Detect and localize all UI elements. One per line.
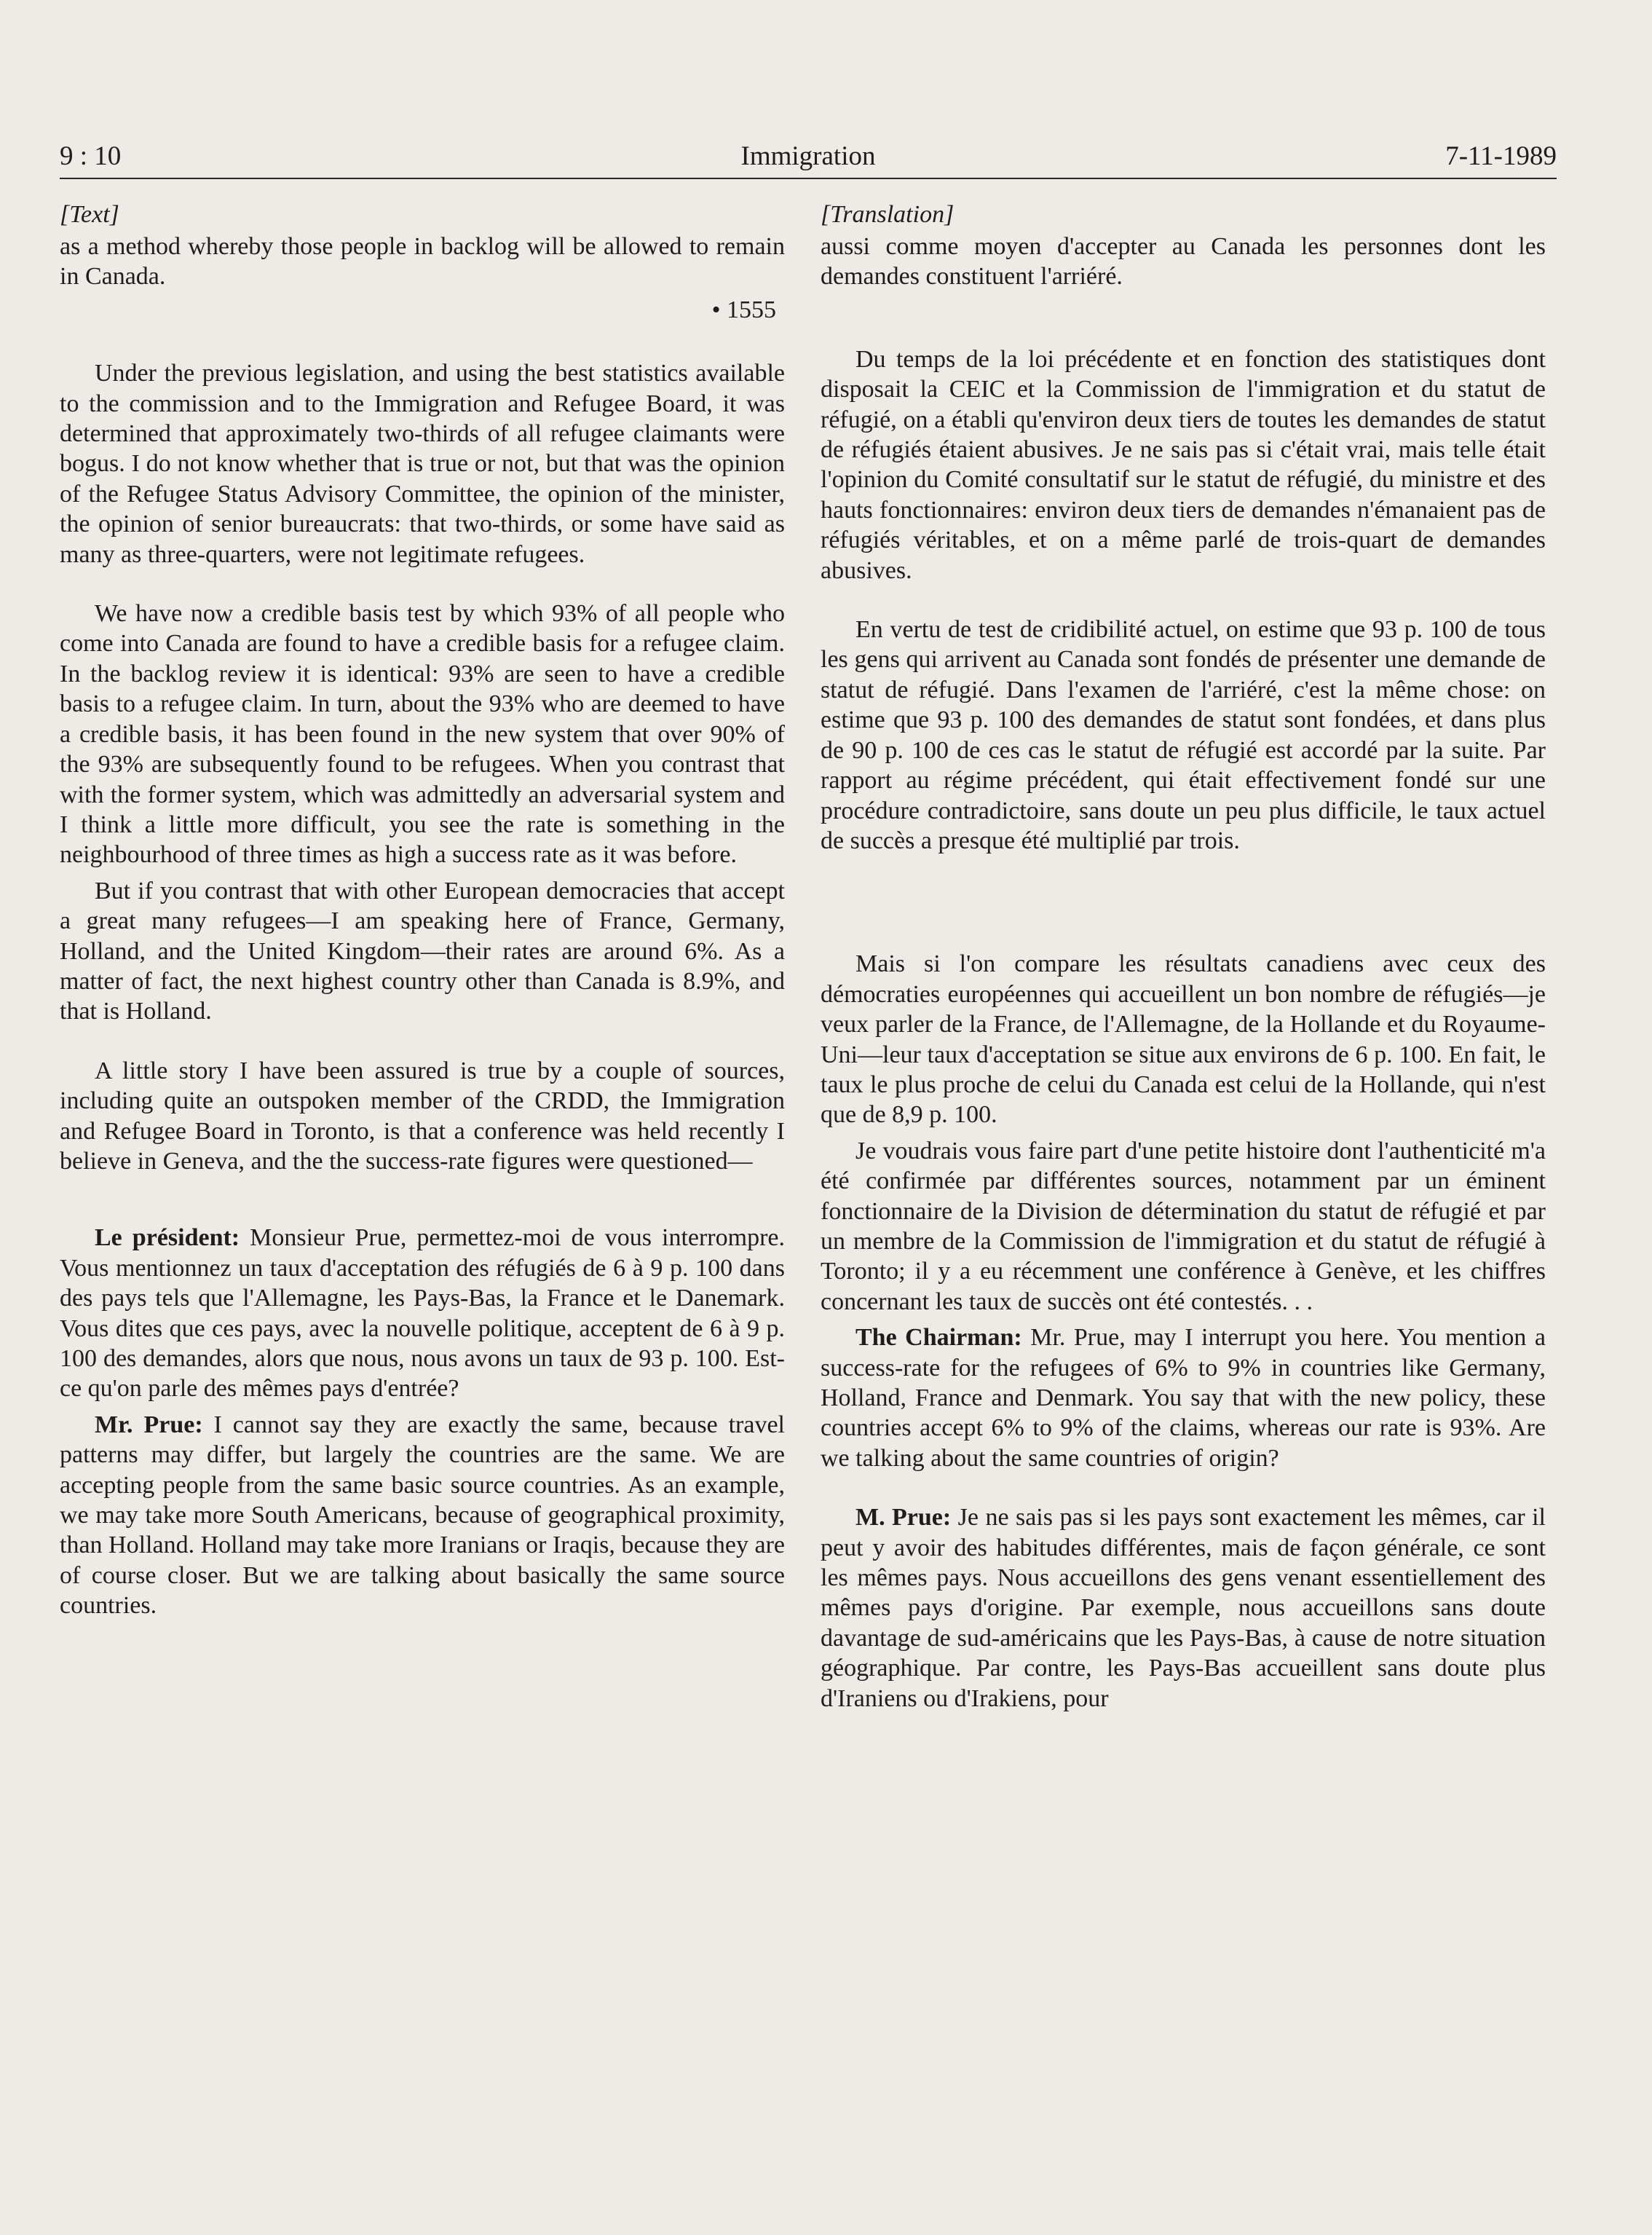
paragraph: as a method whereby those people in backlog will be allowed to remain in Canada.	[60, 233, 785, 291]
right-column	[821, 198, 1546, 1714]
paragraph: Mais si l'on compare les résultats canadiens avec ceux des démocraties européennes qui accueillent un bon nombre de réfugiés—je veux parler de la France, de l'Allemagne, de la Hollande et du Royaume-Uni—leur taux d'acceptation se situe aux environs de 6 p. 100. En fait, le taux le plus proche de celui du Canada est celui de la Hollande, qui n'est que de 8,9 p. 100.	[821, 950, 1546, 1129]
paragraph: Je voudrais vous faire part d'une petite histoire dont l'authenticité m'a été confirmée par différentes sources, notamment par un éminent fonctionnaire de la Division de détermination du statut de réfugié et par un membre de la Commission de l'immigration et du statut de réfugié à Toronto; il y a eu récemment une conférence à Genève, et les chiffres concernant les taux de succès ont été contestés. . .	[821, 1137, 1546, 1315]
paragraph: We have now a credible basis test by which 93% of all people who come into Canada are found to have a credible basis for a refugee claim. In the backlog review it is identical: 93% are seen to have a credible basis to a refugee claim. In turn, about the 93% who are deemed to have a credible basis, it has been found in the new system that over 90% of the 93% are subsequently found to be refugees. When you contrast that with the former system, which was admittedly an adversarial system and I think a little more difficult, you see the rate is something in the neighbourhood of three times as high a success rate as it was before.	[60, 600, 785, 869]
page-number: 9 : 10	[60, 141, 122, 171]
paragraph: aussi comme moyen d'accepter au Canada les personnes dont les demandes constituent l'arriéré.	[821, 233, 1546, 291]
page-header	[60, 138, 1557, 175]
speaker-name: M. Prue:	[855, 1504, 952, 1532]
paragraph: Du temps de la loi précédente et en fonction des statistiques dont disposait la CEIC et la Commission de l'immigration et du statut de réfugié, on a établi qu'environ deux tiers de toutes les demandes de statut de réfugiés étaient abusives. Je ne sais pas si c'était vrai, mais telle était l'opinion du Comité consultatif sur le statut de réfugié, du ministre et des hauts fonctionnaires: environ deux tiers de demandes n'émanaient pas de réfugiés véritables, et on a même parlé de trois-quart de demandes abusives.	[821, 345, 1546, 584]
translation-label: [Translation]	[821, 201, 955, 228]
speech-text: Mr. Prue, may I interrupt you here. You mention a success-rate for the refugees of 6% to 9% in countries like Germany, Holland, France and Denmark. You say that with the new policy, these countries accept 6% to 9% of the claims, whereas our rate is 93%. Are we talking about the same countries of origin?	[821, 1324, 1546, 1472]
speaker-name: Le président:	[95, 1224, 240, 1252]
paragraph: But if you contrast that with other European democracies that accept a great many refugees—I am speaking here of France, Germany, Holland, and the United Kingdom—their rates are around 6%. As a matter of fact, the next highest country other than Canada is 8.9%, and that is Holland.	[60, 877, 785, 1025]
text-label: [Text]	[60, 201, 119, 228]
header-rule	[60, 178, 1557, 179]
speech-text: Monsieur Prue, permettez-moi de vous interrompre. Vous mentionnez un taux d'acceptation des réfugiés de 6 à 9 p. 100 dans des pays tels que l'Allemagne, les Pays-Bas, la France et le Danemark. Vous dites que ces pays, avec la nouvelle politique, acceptent de 6 à 9 p. 100 des demandes, alors que nous, nous avons un taux de 93 p. 100. Est-ce qu'on parle des mêmes pays d'entrée?	[60, 1224, 785, 1403]
speaker-name: Mr. Prue:	[95, 1411, 203, 1438]
speech-paragraph	[60, 1410, 785, 1621]
paragraph: A little story I have been assured is true by a couple of sources, including quite an outspoken member of the CRDD, the Immigration and Refugee Board in Toronto, is that a conference was held recently I believe in Geneva, and the the success-rate figures were questioned—	[60, 1057, 785, 1175]
speech-paragraph	[821, 1323, 1546, 1473]
speech-text: Je ne sais pas si les pays sont exactement les mêmes, car il peut y avoir des habitudes différentes, mais de façon générale, ce sont les mêmes pays. Nous accueillons des gens venant essentiellement des mêmes pays d'origine. Par exemple, nous accueillons sans doute davantage de sud-américains que les Pays-Bas, à cause de notre situation géographique. Par contre, les Pays-Bas accueillent sans doute plus d'Iraniens ou d'Irakiens, pour	[821, 1504, 1546, 1712]
time-mark: • 1555	[711, 296, 776, 323]
left-column	[60, 198, 785, 1621]
paragraph: Under the previous legislation, and using the best statistics available to the commission and to the Immigration and Refugee Board, it was determined that approximately two-thirds of all refugee claimants were bogus. I do not know whether that is true or not, but that was the opinion of the Refugee Status Advisory Committee, the opinion of the minister, the opinion of senior bureaucrats: that two-thirds, or some have said as many as three-quarters, were not legitimate refugees.	[60, 360, 785, 568]
page-date: 7-11-1989	[1445, 141, 1557, 171]
paragraph: En vertu de test de cridibilité actuel, on estime que 93 p. 100 de tous les gens qui arrivent au Canada sont fondés de présenter une demande de statut de réfugié. Dans l'examen de l'arriéré, c'est la même chose: on estime que 93 p. 100 des demandes de statut sont fondées, et dans plus de 90 p. 100 de ces cas le statut de réfugié est accordé par la suite. Par rapport au régime précédent, qui était effectivement fondé sur une procédure contradictoire, sans doute un peu plus difficile, le taux actuel de succès a presque été multiplié par trois.	[821, 616, 1546, 854]
speech-paragraph	[60, 1223, 785, 1403]
page-title: Immigration	[740, 141, 876, 171]
speaker-name: The Chairman:	[855, 1324, 1022, 1352]
speech-paragraph	[821, 1502, 1546, 1714]
speech-text: I cannot say they are exactly the same, because travel patterns may differ, but largely the countries are the same. We are accepting people from the same basic source countries. As an example, we may take more South Americans, because of geographical proximity, than Holland. Holland may take more Iranians or Iraqis, because they are of course closer. But we are talking about basically the same source countries.	[60, 1411, 786, 1620]
